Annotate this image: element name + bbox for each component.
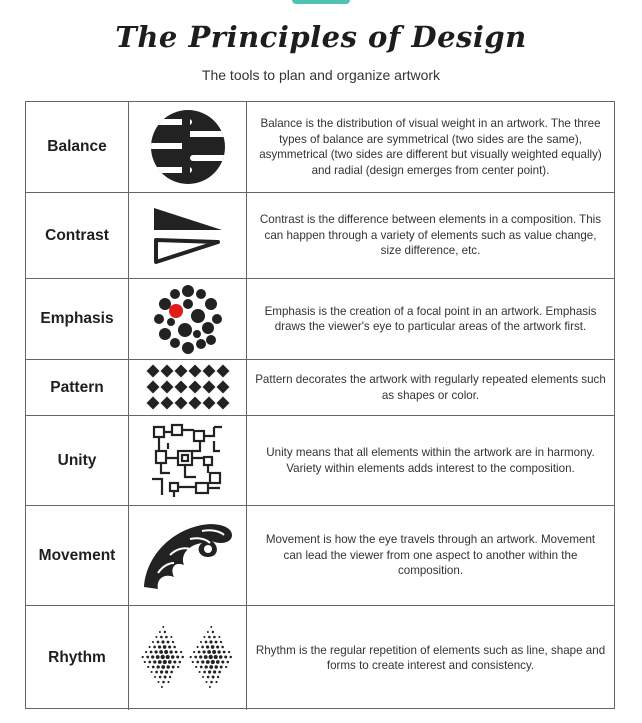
principle-description: Contrast is the difference between elements in a composition. This can happen through a variety of elements such as value change, size difference, etc.	[259, 213, 602, 258]
table-row-pattern	[26, 360, 614, 416]
principle-description: Emphasis is the creation of a focal point in an artwork. Emphasis draws the viewer's eye to particular areas of the artwork first.	[264, 304, 597, 333]
table-row-unity	[26, 416, 614, 506]
table-row-emphasis	[26, 279, 614, 360]
principle-name: Pattern	[26, 360, 129, 415]
principle-description: Movement is how the eye travels through an artwork. Movement can lead the viewer from one aspect to another within the composition.	[265, 533, 596, 578]
page-title: The Principles of Design	[115, 20, 527, 54]
table-row-contrast	[26, 193, 614, 279]
principle-description: Balance is the distribution of visual weight in an artwork. The three types of balance are symmetrical (two sides are the same), asymmetrical (two sides are different but visually weighted equally) and radial (design emerges from center point).	[259, 117, 602, 177]
principle-name: Balance	[26, 102, 129, 192]
table-row-balance	[26, 102, 614, 193]
principle-name: Contrast	[26, 193, 129, 278]
principle-name: Emphasis	[26, 279, 129, 359]
unity-circuit-icon	[148, 421, 228, 501]
table-row-movement	[26, 506, 614, 606]
principle-description: Unity means that all elements within the artwork are in harmony. Variety within elements adds interest to the composition.	[266, 446, 595, 475]
emphasis-circles-icon	[151, 282, 225, 356]
contrast-triangles-icon	[150, 204, 226, 268]
principles-table	[25, 101, 615, 709]
principle-name: Movement	[26, 506, 129, 605]
principle-description: Rhythm is the regular repetition of elements such as line, shape and forms to create interest and consistency.	[255, 643, 606, 672]
movement-swirl-icon	[140, 517, 236, 595]
balance-circle-icon	[148, 107, 228, 187]
principle-name: Unity	[26, 416, 129, 505]
top-accent-bar	[292, 0, 350, 4]
table-row-rhythm	[26, 606, 614, 710]
principle-name: Rhythm	[26, 606, 129, 710]
pattern-diamonds-icon	[146, 363, 230, 413]
page-subtitle: The tools to plan and organize artwork	[201, 67, 441, 83]
rhythm-dots-icon	[140, 623, 236, 693]
principle-description: Pattern decorates the artwork with regularly repeated elements such as shapes or color.	[255, 373, 606, 402]
